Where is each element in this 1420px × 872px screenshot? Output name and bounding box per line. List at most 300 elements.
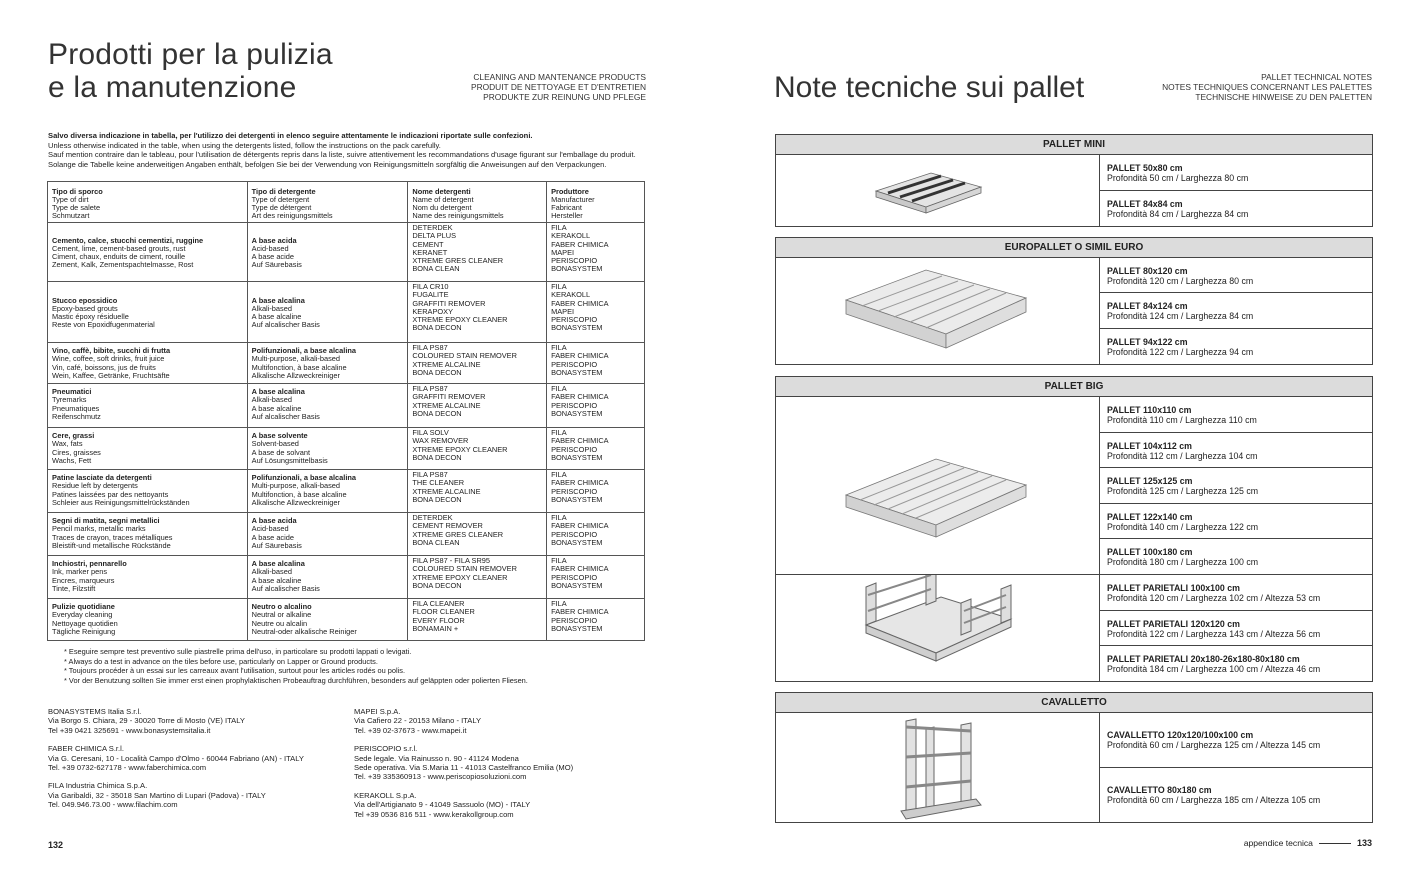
subtitle-de: TECHNISCHE HINWEISE ZU DEN PALETTEN [1195, 92, 1372, 102]
cell-line: Multi-purpose, alkali-based [251, 354, 340, 364]
company-line: Via dell'Artigianato 9 - 41049 Sassuolo (MO) - ITALY [354, 800, 531, 810]
company-name: PERISCOPIO s.r.l. [354, 744, 418, 754]
section-pallet-big [775, 376, 1373, 682]
table-row [48, 343, 645, 384]
cell-line: FILA [551, 556, 567, 566]
table-row [48, 556, 645, 599]
cell-line: Mastic époxy résiduelle [52, 312, 129, 322]
cell-line: Schmutzart [52, 211, 90, 221]
cell-line: Nom du detergent [412, 203, 472, 213]
table-cell [408, 182, 547, 223]
cell-line: Auf Lösungsmittelbasis [251, 455, 328, 465]
pallet-item [1100, 611, 1372, 646]
cell-line: Neutral-oder alkalische Reiniger [251, 626, 357, 636]
cavalletto-image [776, 713, 1100, 822]
footer-right [1244, 838, 1372, 848]
cell-line: BONAMAIN + [412, 623, 459, 633]
cell-line: PERISCOPIO [551, 529, 598, 539]
cell-line: Wax, fats [52, 439, 83, 449]
cell-line: FILA [551, 599, 567, 609]
cell-bold: Segni di matita, segni metallici [52, 516, 160, 526]
pallet-name: CAVALLETTO 120x120/100x100 cm [1107, 730, 1254, 740]
cleaning-table [47, 181, 645, 641]
cell-line: FILA PS87 [412, 384, 448, 394]
subtitle-de: PRODUKTE ZUR REINUNG UND PFLEGE [483, 92, 646, 102]
pallet-desc: Profondità 124 cm / Larghezza 84 cm [1107, 311, 1254, 322]
intro-bold: Salvo diversa indicazione in tabella, per l'utilizzo dei detergenti in elenco seguire attentamente le indicazioni riportate sulle confezioni. [48, 131, 533, 140]
cell-line: FABER CHIMICA [551, 607, 609, 617]
pallet-item [1100, 329, 1372, 364]
cell-line: Alkali-based [251, 395, 292, 405]
company-block [48, 781, 348, 809]
table-cell [408, 384, 547, 428]
pallet-desc: Profondità 120 cm / Larghezza 102 cm / Altezza 53 cm [1107, 593, 1321, 604]
note-line: * Eseguire sempre test preventivo sulle piastrelle prima dell'uso, in particolare su prodotti lappati o levigati. [64, 647, 412, 656]
cell-line: BONASYSTEM [551, 367, 603, 377]
company-name: FABER CHIMICA S.r.l. [48, 744, 124, 754]
table-cell [408, 470, 547, 513]
subtitle-en: CLEANING AND MANTENANCE PRODUCTS [473, 72, 646, 82]
pallet-desc: Profondità 112 cm / Larghezza 104 cm [1107, 451, 1258, 462]
cell-line: FILA PS87 [412, 470, 448, 480]
page-number-right: 133 [1356, 838, 1372, 848]
cell-line: BONASYSTEM [551, 408, 603, 418]
pallet-item [1100, 468, 1372, 504]
cell-line: Tinte, Filzstift [52, 583, 96, 593]
cell-line: XTREME EPOXY CLEANER [412, 572, 508, 582]
cell-line: BONASYSTEM [551, 580, 603, 590]
subtitle-right [1162, 72, 1372, 102]
cell-bold: Vino, caffè, bibite, succhi di frutta [52, 346, 171, 356]
cell-line: COLOURED STAIN REMOVER [412, 351, 517, 361]
cell-line: GRAFFITI REMOVER [412, 392, 486, 402]
cell-line: THE CLEANER [412, 478, 465, 488]
subtitle-left [471, 72, 646, 102]
pallet-name: CAVALLETTO 80x180 cm [1107, 785, 1212, 795]
cell-line: PERISCOPIO [551, 486, 598, 496]
cell-line: EVERY FLOOR [412, 615, 465, 625]
section-europallet [775, 237, 1373, 365]
cell-line: GRAFFITI REMOVER [412, 298, 486, 308]
cell-line: PERISCOPIO [551, 572, 598, 582]
cell-line: BONA DECON [412, 322, 462, 332]
cell-bold: Polifunzionali, a base alcalina [251, 473, 356, 483]
pallet-item [1100, 768, 1372, 822]
table-cell [247, 384, 408, 428]
companies-col-1 [48, 707, 348, 819]
cell-line: BONASYSTEM [551, 263, 603, 273]
cell-line: FABER CHIMICA [551, 392, 609, 402]
cell-line: Traces de crayon, traces métalliques [52, 532, 173, 542]
pallet-desc: Profondità 140 cm / Larghezza 122 cm [1107, 522, 1259, 533]
pallet-mini-image [776, 155, 1100, 226]
cell-line: Auf Säurebasis [251, 260, 302, 270]
cell-line: XTREME ALCALINE [412, 359, 481, 369]
cell-line: KERAKOLL [551, 231, 591, 241]
cell-line: BONA CLEAN [412, 537, 460, 547]
company-line: Tel. +39 02-37673 - www.mapei.it [354, 725, 467, 735]
table-row [48, 599, 645, 641]
cell-bold: Stucco epossidico [52, 296, 118, 306]
cell-line: BONA CLEAN [412, 263, 460, 273]
cell-line: FILA [551, 470, 567, 480]
cell-line: FABER CHIMICA [551, 478, 609, 488]
cell-bold: Inchiostri, pennarello [52, 559, 127, 569]
intro-line: Sauf mention contraire dan le tableau, pour l'utilisation de détergents repris dans la liste, suivre attentivement les recommandations d'usage figurant sur l'emballage du produit. [48, 150, 636, 159]
table-cell [408, 428, 547, 470]
pallet-mini-list [1100, 155, 1372, 226]
cell-line: Acid-based [251, 244, 289, 254]
table-cell [547, 223, 645, 282]
cell-line: PERISCOPIO [551, 314, 598, 324]
table-row [48, 223, 645, 282]
title-line-2: e la manutenzione [48, 71, 297, 104]
cell-bold: Patine lasciate da detergenti [52, 473, 152, 483]
cell-line: Tyremarks [52, 395, 87, 405]
cell-line: Hersteller [551, 211, 583, 221]
cell-line: FABER CHIMICA [551, 436, 609, 446]
cell-line: FABER CHIMICA [551, 564, 609, 574]
section-pallet-mini [775, 134, 1373, 227]
cell-line: Cement, lime, cement-based grouts, rust [52, 244, 186, 254]
cell-line: MAPEI [551, 247, 575, 257]
table-cell [547, 343, 645, 384]
pallet-desc: Profondità 110 cm / Larghezza 110 cm [1107, 415, 1257, 426]
cell-line: Wein, Kaffee, Getränke, Fruchtsäfte [52, 370, 170, 380]
page-number-left: 132 [48, 840, 64, 850]
company-line: Via G. Ceresani, 10 - Località Campo d'Olmo - 60044 Fabriano (AN) - ITALY [48, 753, 304, 763]
table-cell [247, 182, 408, 223]
pallet-name: PALLET 50x80 cm [1107, 163, 1183, 173]
cell-line: XTREME ALCALINE [412, 486, 481, 496]
cell-line: Auf alcalischer Basis [251, 411, 320, 421]
company-name: KERAKOLL S.p.A. [354, 790, 417, 800]
cell-bold: A base alcalina [251, 296, 305, 306]
cell-line: Reste von Epoxidfugenmaterial [52, 320, 155, 330]
cell-line: Type de salete [52, 203, 101, 213]
table-cell [247, 599, 408, 641]
table-cell [247, 223, 408, 282]
cell-line: Name des reinigungsmittels [412, 211, 504, 221]
subtitle-fr: PRODUIT DE NETTOYAGE ET D'ENTRETIEN [470, 82, 646, 92]
cell-line: FLOOR CLEANER [412, 607, 475, 617]
cell-line: A base alcaline [251, 312, 302, 322]
pallet-item [1100, 397, 1372, 433]
cell-bold: Pneumatici [52, 387, 92, 397]
cell-line: WAX REMOVER [412, 436, 469, 446]
pallet-name: PALLET 100x180 cm [1107, 547, 1193, 557]
section-cavalletto [775, 692, 1373, 823]
table-cell [48, 556, 248, 599]
cell-bold: Neutro o alcalino [251, 602, 312, 612]
cell-line: PERISCOPIO [551, 615, 598, 625]
cell-line: FILA [551, 384, 567, 394]
cell-line: Cires, graisses [52, 447, 101, 457]
table-cell [247, 282, 408, 343]
cell-line: Vin, café, boissons, jus de fruits [52, 362, 156, 372]
cell-line: FILA PS87 [412, 343, 448, 353]
table-cell [408, 599, 547, 641]
section-title: EUROPALLET O SIMIL EURO [776, 238, 1372, 258]
cell-line: CEMENT [412, 239, 444, 249]
cell-line: Wachs, Fett [52, 455, 92, 465]
pallet-name: PALLET PARIETALI 120x120 cm [1107, 619, 1240, 629]
table-cell [547, 428, 645, 470]
company-line: Via Borgo S. Chiara, 29 - 30020 Torre di Mosto (VE) ITALY [48, 716, 245, 726]
companies-col-2 [354, 707, 654, 828]
pallet-item [1100, 504, 1372, 539]
intro-line: Solange die Tabelle keine anderweitigen Angaben enthält, befolgen Sie bei der Verwendung von Reinigungsmitteln sorgfältig die Anweisungen auf den Verpackungen. [48, 159, 607, 169]
cell-line: Epoxy-based grouts [52, 304, 118, 314]
company-line: Via Cafiero 22 - 20153 Milano - ITALY [354, 716, 482, 726]
cell-line: FILA [551, 343, 567, 353]
pallet-name: PALLET 84x124 cm [1107, 301, 1188, 311]
table-cell [408, 343, 547, 384]
table-row [48, 282, 645, 343]
table-row [48, 470, 645, 513]
pallet-item [1100, 713, 1372, 768]
cell-line: Wine, coffee, soft drinks, fruit juice [52, 354, 165, 364]
cell-line: Name of detergent [412, 195, 474, 205]
pallet-item [1100, 433, 1372, 468]
table-cell [48, 599, 248, 641]
cell-line: FABER CHIMICA [551, 239, 609, 249]
table-cell [547, 282, 645, 343]
cell-line: Neutral or alkaline [251, 610, 312, 620]
table-cell [408, 513, 547, 556]
cell-line: BONASYSTEM [551, 623, 603, 633]
cell-bold: Polifunzionali, a base alcalina [251, 346, 356, 356]
table-cell [48, 513, 248, 556]
cell-line: BONA DECON [412, 452, 462, 462]
table-cell [547, 556, 645, 599]
pallet-name: PALLET 125x125 cm [1107, 476, 1193, 486]
pallet-desc: Profondità 122 cm / Larghezza 94 cm [1107, 347, 1254, 358]
cell-bold: Tipo di detergente [251, 187, 316, 196]
cell-line: FABER CHIMICA [551, 298, 609, 308]
cell-line: Pneumatiques [52, 403, 100, 413]
table-cell [247, 556, 408, 599]
notes [64, 647, 528, 686]
company-name: BONASYSTEMS Italia S.r.l. [48, 707, 142, 716]
cavalletto-list [1100, 713, 1372, 822]
section-title: PALLET MINI [776, 135, 1372, 155]
cell-line: FILA [551, 513, 567, 523]
cell-bold: A base solvente [251, 431, 308, 441]
cell-line: Ciment, chaux, enduits de ciment, rouille [52, 252, 186, 262]
table-row [48, 428, 645, 470]
cell-line: FILA CLEANER [412, 599, 465, 609]
cell-line: FILA SOLV [412, 428, 449, 438]
cell-line: A base de solvant [251, 447, 311, 457]
table-cell [48, 428, 248, 470]
cell-line: FABER CHIMICA [551, 521, 609, 531]
table-cell [247, 470, 408, 513]
table-cell [247, 513, 408, 556]
table-cell [408, 556, 547, 599]
company-line: Via Garibaldi, 32 - 35018 San Martino di Lupari (Padova) - ITALY [48, 790, 266, 800]
cell-line: KERANET [412, 247, 448, 257]
cell-line: Ink, marker pens [52, 567, 108, 577]
pallet-name: PALLET 94x122 cm [1107, 337, 1188, 347]
pallet-item [1100, 258, 1372, 293]
table-cell [48, 282, 248, 343]
table-cell [408, 282, 547, 343]
pallet-item [1100, 155, 1372, 191]
cell-bold: A base acida [251, 516, 297, 526]
pallet-name: PALLET PARIETALI 20x180-26x180-80x180 cm [1107, 654, 1300, 664]
cell-line: COLOURED STAIN REMOVER [412, 564, 517, 574]
pallet-desc: Profondità 84 cm / Larghezza 84 cm [1107, 209, 1249, 220]
pallet-name: PALLET 122x140 cm [1107, 512, 1193, 522]
page-title-right: Note tecniche sui pallet [774, 71, 1085, 104]
cell-line: Alkalische Allzweckreiniger [251, 370, 340, 380]
cell-line: Neutre ou alcalin [251, 618, 308, 628]
cell-line: A base alcaline [251, 575, 302, 585]
table-cell [48, 384, 248, 428]
cell-line: DETERDEK [412, 513, 453, 523]
cell-line: DETERDEK [412, 223, 453, 233]
europallet-list [1100, 258, 1372, 364]
cell-line: CEMENT REMOVER [412, 521, 483, 531]
table-cell [547, 470, 645, 513]
cell-line: BONA DECON [412, 494, 462, 504]
subtitle-fr: NOTES TECHNIQUES CONCERNANT LES PALETTES [1162, 82, 1372, 92]
cell-line: FUGALITE [412, 290, 449, 300]
pallet-desc: Profondità 125 cm / Larghezza 125 cm [1107, 486, 1259, 497]
footer-label: appendice tecnica [1243, 838, 1313, 848]
pallet-name: PALLET 104x112 cm [1107, 441, 1192, 451]
cell-line: Acid-based [251, 524, 289, 534]
cell-line: BONASYSTEM [551, 322, 603, 332]
table-cell [247, 343, 408, 384]
pallet-name: PALLET 84x84 cm [1107, 199, 1183, 209]
cell-line: Encres, marqueurs [52, 575, 115, 585]
cell-line: FILA [551, 223, 567, 233]
cell-bold: Cemento, calce, stucchi cementizi, ruggine [52, 236, 204, 246]
pallet-parietali-image [776, 575, 1100, 681]
company-line: Tel. +39 0732-627178 - www.faberchimica.com [48, 763, 207, 773]
cell-line: BONASYSTEM [551, 537, 603, 547]
section-title: CAVALLETTO [776, 693, 1372, 713]
section-title: PALLET BIG [776, 377, 1372, 397]
company-block [354, 744, 654, 782]
cell-line: FILA CR10 [412, 282, 449, 292]
cell-line: XTREME ALCALINE [412, 400, 481, 410]
cell-line: PERISCOPIO [551, 359, 598, 369]
cell-line: Type de détergent [251, 203, 312, 213]
company-line: Sede operativa. Via S.Maria 11 - 41013 Castelfranco Emilia (MO) [354, 763, 574, 773]
pallet-desc: Profondità 122 cm / Larghezza 143 cm / Altezza 56 cm [1107, 629, 1321, 640]
footer-rule [1319, 843, 1351, 844]
intro-text [48, 131, 648, 169]
note-line: * Always do a test in advance on the tiles before use, particularly on Lapper or Ground products. [64, 656, 378, 666]
cell-line: A base alcaline [251, 403, 302, 413]
cell-line: Auf alcalischer Basis [251, 320, 320, 330]
cell-line: Multi-purpose, alkali-based [251, 481, 340, 491]
cell-line: KERAPOXY [412, 306, 454, 316]
note-line: * Toujours procéder à un essai sur les carreaux avant l'utilisation, surtout pour les articles rodés ou polis. [64, 666, 406, 676]
cell-line: KERAKOLL [551, 290, 591, 300]
company-line: Tel. 049.946.73.00 - www.filachim.com [48, 800, 178, 810]
cell-line: MAPEI [551, 306, 575, 316]
table-cell [547, 384, 645, 428]
cell-line: BONASYSTEM [551, 494, 603, 504]
cell-line: Residue left by detergents [52, 481, 138, 491]
table-cell [547, 599, 645, 641]
pallet-item [1100, 539, 1372, 574]
table-cell [48, 182, 248, 223]
europallet-image [776, 258, 1100, 364]
company-block [354, 791, 654, 819]
table-cell [48, 470, 248, 513]
title-line-1: Prodotti per la pulizia [48, 38, 333, 71]
company-line: Sede legale. Via Rainusso n. 90 - 41124 Modena [354, 753, 519, 763]
cell-line: Type of dirt [52, 195, 89, 205]
cell-line: Alkali-based [251, 304, 292, 314]
pallet-name: PALLET 110x110 cm [1107, 405, 1192, 415]
pallet-item [1100, 191, 1372, 226]
cell-bold: A base acida [251, 236, 297, 246]
cell-line: XTREME EPOXY CLEANER [412, 444, 508, 454]
table-cell [408, 223, 547, 282]
pallet-desc: Profondità 180 cm / Larghezza 100 cm [1107, 557, 1259, 568]
table-row [48, 384, 645, 428]
page-title-left [48, 38, 333, 104]
cell-line: Art des reinigungsmittels [251, 211, 333, 221]
intro-line: Unless otherwise indicated in the table, when using the detergents listed, follow the instructions on the pack carefully. [48, 140, 441, 150]
table-cell [547, 182, 645, 223]
pallet-item [1100, 646, 1372, 681]
cell-line: Schleier aus Reinigungsmittelrückständen [52, 497, 190, 507]
cell-bold: A base alcalina [251, 387, 305, 397]
table-cell [48, 343, 248, 384]
cell-line: Bleistift-und metallische Rückstände [52, 540, 171, 550]
cell-line: XTREME GRES CLEANER [412, 255, 504, 265]
cell-line: FABER CHIMICA [551, 351, 609, 361]
company-block [48, 744, 348, 772]
cell-line: Patines laissées par des nettoyants [52, 489, 169, 499]
cell-line: Multifonction, à base alcaline [251, 489, 347, 499]
cell-line: DELTA PLUS [412, 231, 457, 241]
cell-line: Nettoyage quotidien [52, 618, 118, 628]
cell-line: XTREME EPOXY CLEANER [412, 314, 508, 324]
cell-line: Manufacturer [551, 195, 595, 205]
pallet-name: PALLET 80x120 cm [1107, 266, 1188, 276]
cell-line: Pencil marks, metallic marks [52, 524, 146, 534]
cell-bold: Pulizie quotidiane [52, 602, 115, 612]
cell-bold: Cere, grassi [52, 431, 95, 441]
pallet-big-image [776, 397, 1100, 574]
cell-line: Alkalische Allzweckreiniger [251, 497, 340, 507]
cell-line: Fabricant [551, 203, 582, 213]
pallet-big-list [1100, 397, 1372, 574]
cell-line: XTREME GRES CLEANER [412, 529, 504, 539]
cell-line: BONASYSTEM [551, 452, 603, 462]
table-cell [247, 428, 408, 470]
company-name: FILA Industria Chimica S.p.A. [48, 781, 148, 791]
pallet-desc: Profondità 50 cm / Larghezza 80 cm [1107, 173, 1249, 184]
pallet-item [1100, 293, 1372, 329]
cell-line: Auf alcalischer Basis [251, 583, 320, 593]
table-row [48, 513, 645, 556]
cell-line: FILA [551, 428, 567, 438]
pallet-desc: Profondità 60 cm / Larghezza 125 cm / Altezza 145 cm [1107, 740, 1321, 751]
cell-line: PERISCOPIO [551, 400, 598, 410]
cell-line: FILA PS87 - FILA SR95 [412, 556, 490, 566]
company-line: Tel +39 0536 816 511 - www.kerakollgroup.com [354, 809, 514, 819]
pallet-desc: Profondità 120 cm / Larghezza 80 cm [1107, 276, 1254, 287]
